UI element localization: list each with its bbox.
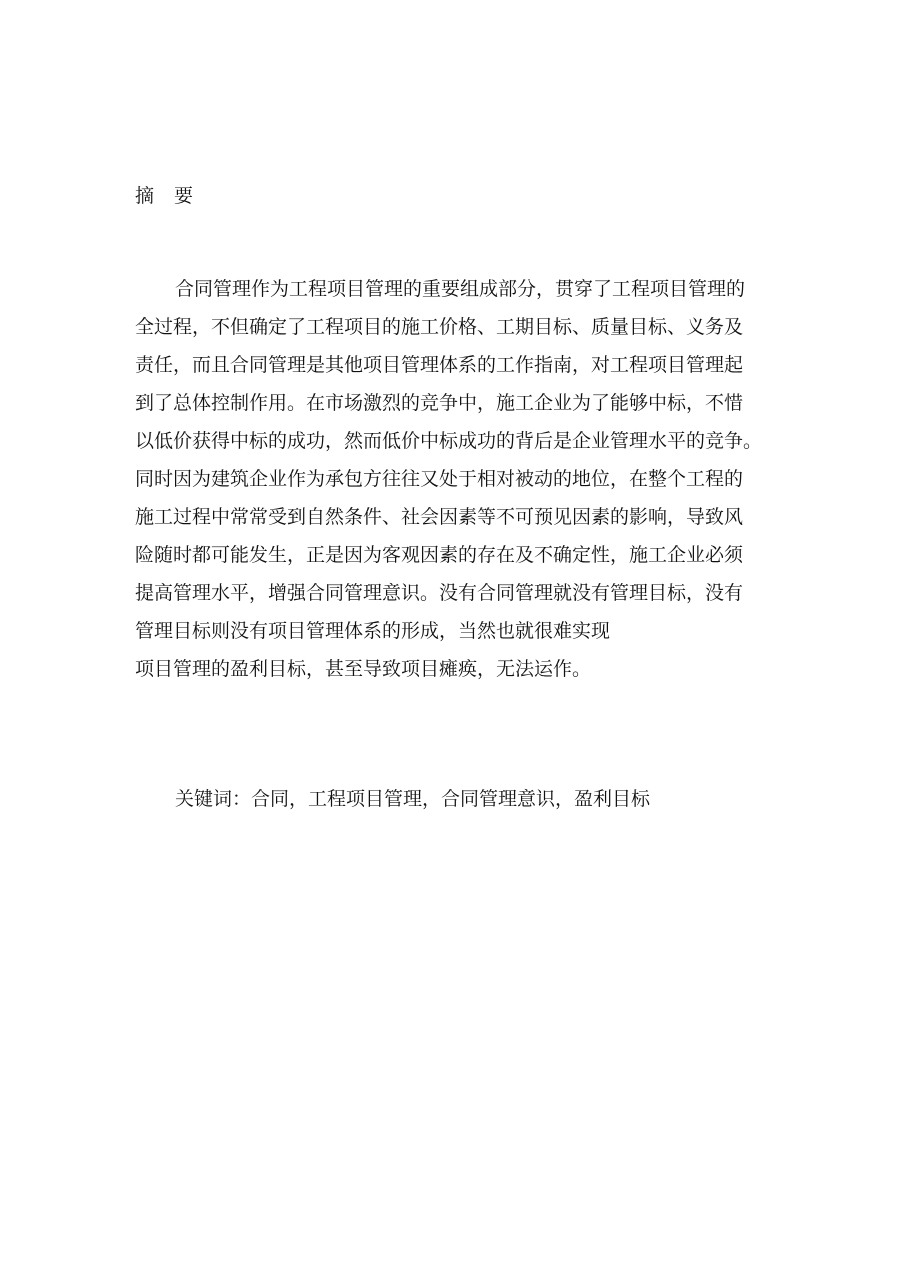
abstract-line-7: 施工过程中常常受到自然条件、社会因素等不可预见因素的影响，导致风 bbox=[135, 506, 744, 528]
abstract-line-9: 提高管理水平，增强合同管理意识。没有合同管理就没有管理目标，没有 bbox=[135, 582, 744, 604]
abstract-body bbox=[135, 270, 795, 688]
keywords-line: 关键词：合同，工程项目管理，合同管理意识，盈利目标 bbox=[175, 788, 651, 810]
abstract-line-3: 责任，而且合同管理是其他项目管理体系的工作指南，对工程项目管理起 bbox=[135, 354, 744, 376]
abstract-line-2: 全过程，不但确定了工程项目的施工价格、工期目标、质量目标、义务及 bbox=[135, 316, 744, 338]
abstract-line-5: 以低价获得中标的成功，然而低价中标成功的背后是企业管理水平的竞争。 bbox=[135, 430, 763, 452]
abstract-line-8: 险随时都可能发生，正是因为客观因素的存在及不确定性，施工企业必须 bbox=[135, 544, 744, 566]
abstract-line-11: 项目管理的盈利目标，甚至导致项目瘫痪，无法运作。 bbox=[135, 658, 592, 680]
abstract-line-6: 同时因为建筑企业作为承包方往往又处于相对被动的地位，在整个工程的 bbox=[135, 468, 744, 490]
abstract-line-4: 到了总体控制作用。在市场激烈的竞争中，施工企业为了能够中标，不惜 bbox=[135, 392, 744, 414]
abstract-line-10: 管理目标则没有项目管理体系的形成，当然也就很难实现 bbox=[135, 620, 611, 642]
abstract-heading: 摘要 bbox=[135, 185, 214, 207]
abstract-line-1: 合同管理作为工程项目管理的重要组成部分，贯穿了工程项目管理的 bbox=[175, 278, 746, 300]
